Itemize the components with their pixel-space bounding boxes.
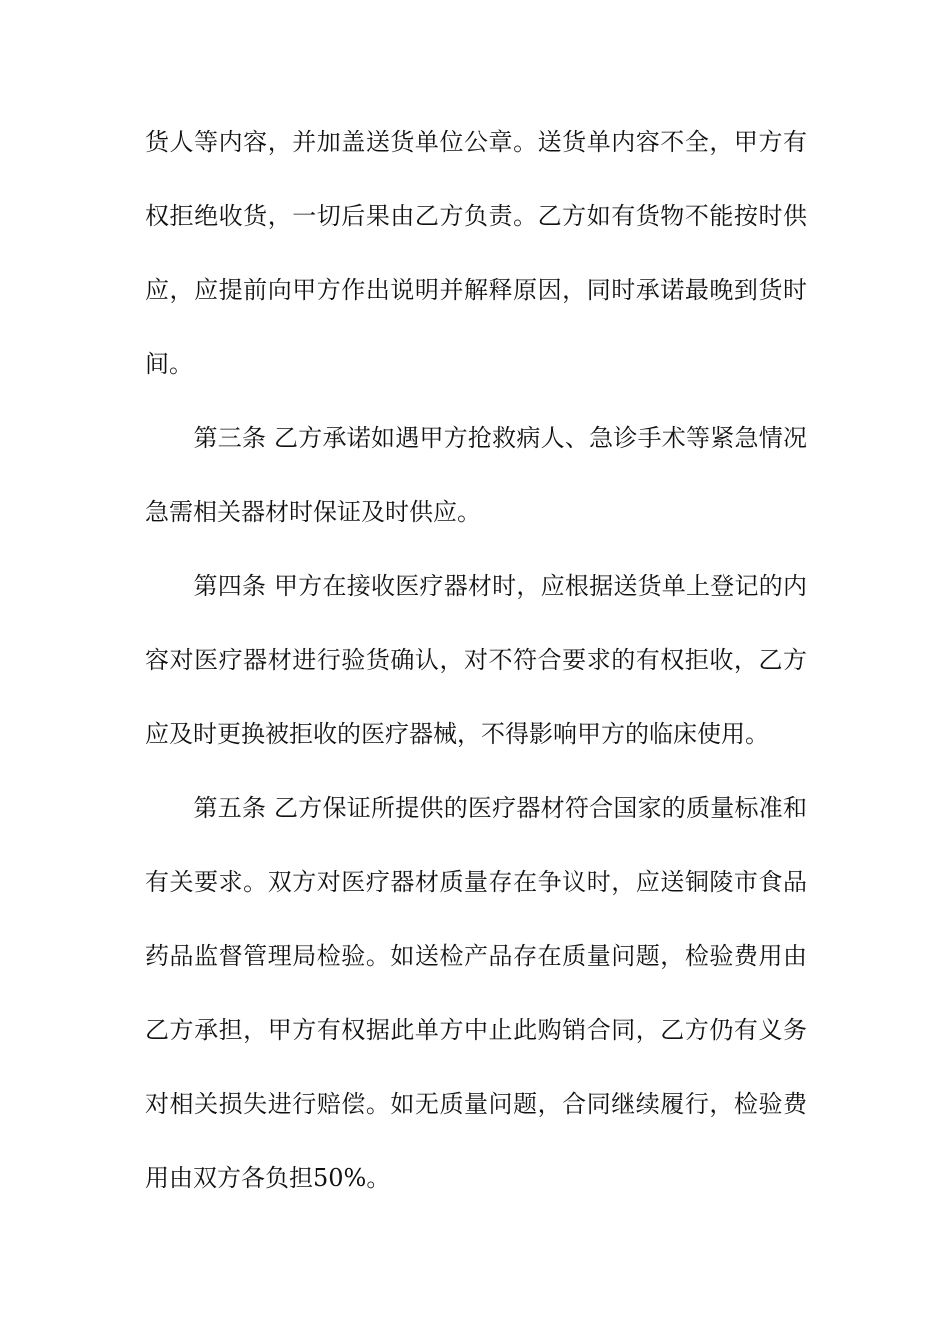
text-line: 权拒绝收货，一切后果由乙方负责。乙方如有货物不能按时供 xyxy=(145,202,807,230)
text-line: 对相关损失进行赔偿。如无质量问题，合同继续履行，检验费 xyxy=(145,1090,807,1118)
contract-text xyxy=(145,130,807,1240)
text-line: 药品监督管理局检验。如送检产品存在质量问题，检验费用由 xyxy=(145,942,807,970)
article-three-heading-line: 第三条 乙方承诺如遇甲方抢救病人、急诊手术等紧急情况 xyxy=(145,424,807,452)
text-line: 乙方承担，甲方有权据此单方中止此购销合同，乙方仍有义务 xyxy=(145,1016,807,1044)
text-line: 用由双方各负担50%。 xyxy=(145,1164,391,1192)
article-four-heading-line: 第四条 甲方在接收医疗器材时，应根据送货单上登记的内 xyxy=(145,572,807,600)
text-line: 应及时更换被拒收的医疗器械，不得影响甲方的临床使用。 xyxy=(145,720,769,748)
text-line: 有关要求。双方对医疗器材质量存在争议时，应送铜陵市食品 xyxy=(145,868,807,896)
text-line: 货人等内容，并加盖送货单位公章。送货单内容不全，甲方有 xyxy=(145,128,807,156)
text-line: 间。 xyxy=(145,350,193,378)
text-line: 急需相关器材时保证及时供应。 xyxy=(145,498,481,526)
text-line: 容对医疗器材进行验货确认，对不符合要求的有权拒收，乙方 xyxy=(145,646,807,674)
article-five-heading-line: 第五条 乙方保证所提供的医疗器材符合国家的质量标准和 xyxy=(145,794,807,822)
text-line: 应，应提前向甲方作出说明并解释原因，同时承诺最晚到货时 xyxy=(145,276,807,304)
